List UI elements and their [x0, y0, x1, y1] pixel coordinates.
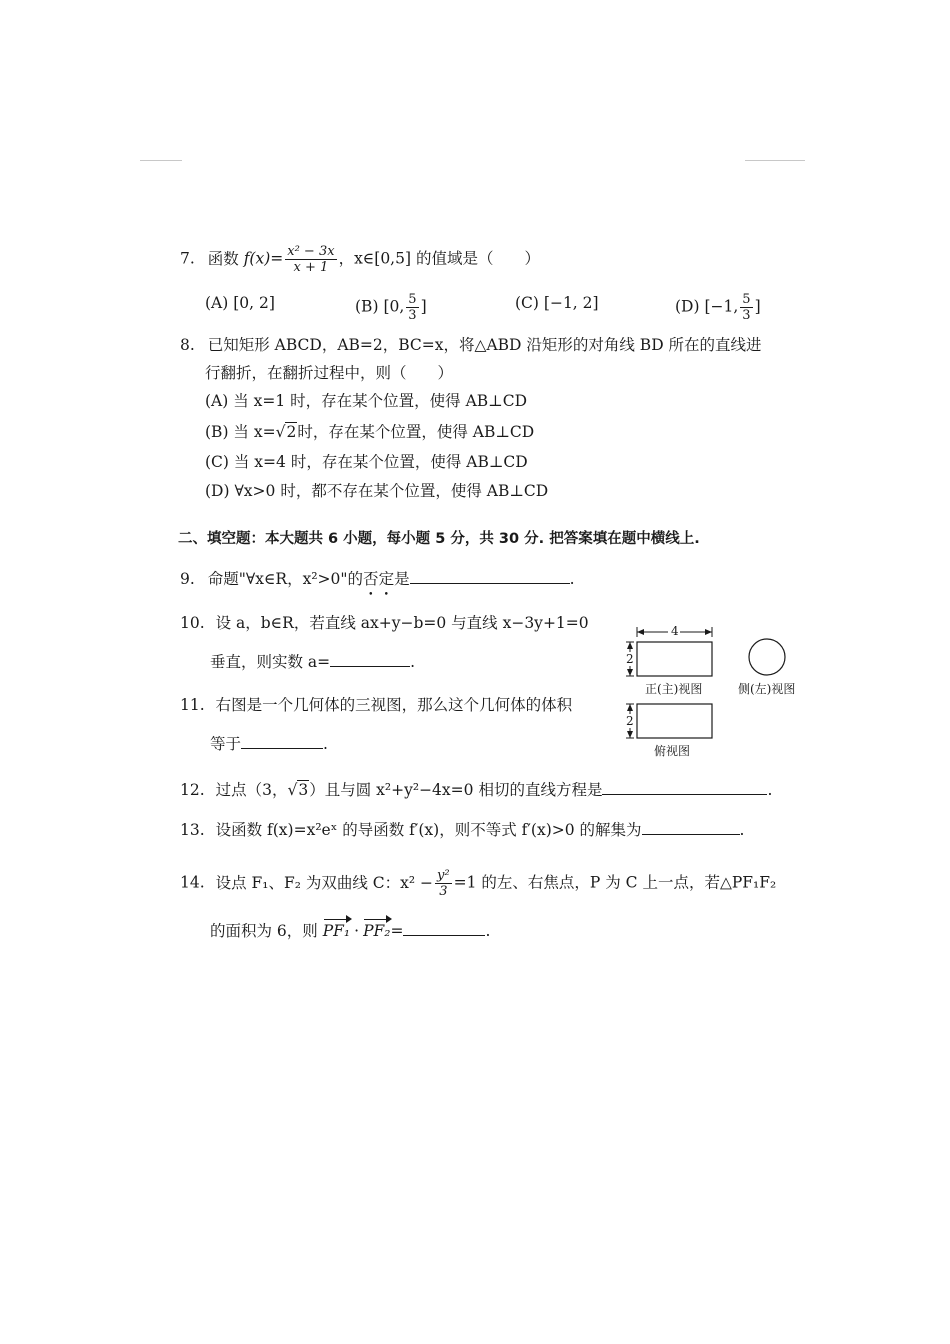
fraction-numerator: x² − 3x — [287, 244, 335, 259]
option-a: (A) 当 x=1 时，存在某个位置，使得 AB⊥CD — [205, 392, 528, 410]
question-8-line2: 行翻折，在翻折过程中，则（ ） — [205, 364, 454, 382]
question-14-line2: 的面积为 6，则 PF₁ · PF₂= . — [210, 922, 491, 940]
scan-speck — [745, 160, 805, 161]
question-number: 11. — [180, 696, 205, 714]
front-view-label: 正(主)视图 — [645, 682, 703, 696]
question-11-line2: 等于 . — [210, 735, 328, 753]
answer-blank — [642, 820, 740, 835]
height-label-front: 2 — [626, 652, 634, 666]
question-text: 设 a，b∈R，若直线 ax+y−b=0 与直线 x−3y+1=0 — [215, 614, 589, 632]
vector-pf2: PF₂ — [363, 922, 391, 940]
question-number: 8. — [180, 336, 195, 354]
question-14: 14. 设点 F₁、F₂ 为双曲线 C：x² − $\frac{\text{y²}}{3}$ =1 的左、右焦点，P 为 C 上一点，若△PF₁F₂ — [180, 868, 777, 899]
question-text: 命题"∀x∈R，x²>0"的 — [207, 570, 364, 588]
arrow-head — [627, 704, 633, 711]
answer-blank — [403, 921, 485, 936]
question-text: 已知矩形 ABCD，AB=2，BC=x，将△ABD 沿矩形的对角线 BD 所在的直线进 — [207, 336, 762, 354]
sqrt-radicand: 3 — [298, 781, 309, 799]
fraction: $\frac{\text{y²}}{3}$ — [437, 868, 450, 899]
option-a: (A) [0, 2] — [205, 294, 275, 312]
answer-blank — [241, 734, 323, 749]
vector-pf1: PF₁ — [322, 922, 351, 940]
arrow-head — [627, 669, 633, 676]
option-d: (D) ∀x>0 时，都不存在某个位置，使得 AB⊥CD — [205, 482, 549, 500]
question-7 — [180, 244, 540, 275]
side-view-circle — [749, 639, 785, 675]
option-d: (D) [−1, $\frac{5}{3}$ ] — [675, 292, 761, 323]
arrow-head — [627, 731, 633, 738]
answer-blank — [330, 652, 410, 667]
question-number: 13. — [180, 821, 205, 839]
question-text: 过点（3， — [215, 781, 288, 799]
option-b: (B) 当 x=√2时，存在某个位置，使得 AB⊥CD — [205, 423, 535, 441]
question-10 — [180, 612, 589, 634]
section-heading: 二、填空题：本大题共 6 小题，每小题 5 分，共 30 分. 把答案填在题中横线上. — [178, 531, 700, 547]
sqrt-radicand: 2 — [286, 423, 297, 441]
fraction-denominator: x + 1 — [293, 260, 329, 275]
arrow-head — [637, 629, 644, 635]
question-8 — [180, 334, 762, 356]
front-view-rect — [637, 642, 712, 676]
question-text: 函数 — [207, 249, 239, 268]
three-view-figure — [620, 624, 820, 764]
question-12: 12. 过点（3，√3）且与圆 x²+y²−4x=0 相切的直线方程是 . — [180, 781, 773, 799]
question-number: 10. — [180, 614, 205, 632]
option-b: (B) [0, $\frac{5}{3}$ ] — [355, 292, 427, 323]
question-number: 14. — [180, 873, 205, 892]
answer-blank — [410, 569, 570, 584]
question-13: 13. 设函数 f(x)=x²eˣ 的导函数 f′(x)，则不等式 f′(x)>0 的解集为 . — [180, 821, 745, 839]
fraction — [285, 244, 336, 275]
top-view-label: 俯视图 — [654, 744, 691, 758]
question-number: 12. — [180, 781, 205, 799]
question-10-line2: 垂直，则实数 a= . — [210, 653, 416, 671]
question-text: 设点 F₁、F₂ 为双曲线 C：x² − — [215, 873, 434, 892]
question-number: 9. — [180, 570, 195, 588]
question-text: 右图是一个几何体的三视图，那么这个几何体的体积 — [215, 696, 573, 714]
arrow-head — [627, 642, 633, 649]
option-c: (C) [−1, 2] — [515, 294, 599, 312]
question-number: 7. — [180, 249, 195, 268]
question-11 — [180, 694, 572, 716]
top-view-rect — [637, 704, 712, 738]
question-text: 的值域是（ ） — [415, 249, 540, 268]
arrow-head — [705, 629, 712, 635]
emphasis-char: 定 — [378, 570, 395, 588]
height-label-top: 2 — [626, 714, 634, 728]
scan-speck — [140, 160, 182, 161]
domain-text: ，x∈[0,5] — [338, 249, 412, 268]
side-view-label: 侧(左)视图 — [738, 682, 796, 696]
width-label: 4 — [671, 624, 679, 638]
function-expression: f(x)= — [243, 249, 284, 268]
question-text: 设函数 f(x)=x²eˣ 的导函数 f′(x)，则不等式 f′(x)>0 的解集为 — [215, 821, 642, 839]
option-c: (C) 当 x=4 时，存在某个位置，使得 AB⊥CD — [205, 453, 528, 471]
answer-blank — [602, 780, 767, 795]
question-9: 9. 命题"∀x∈R，x²>0"的否定是 . — [180, 570, 575, 588]
emphasis-char: 否 — [363, 570, 379, 588]
